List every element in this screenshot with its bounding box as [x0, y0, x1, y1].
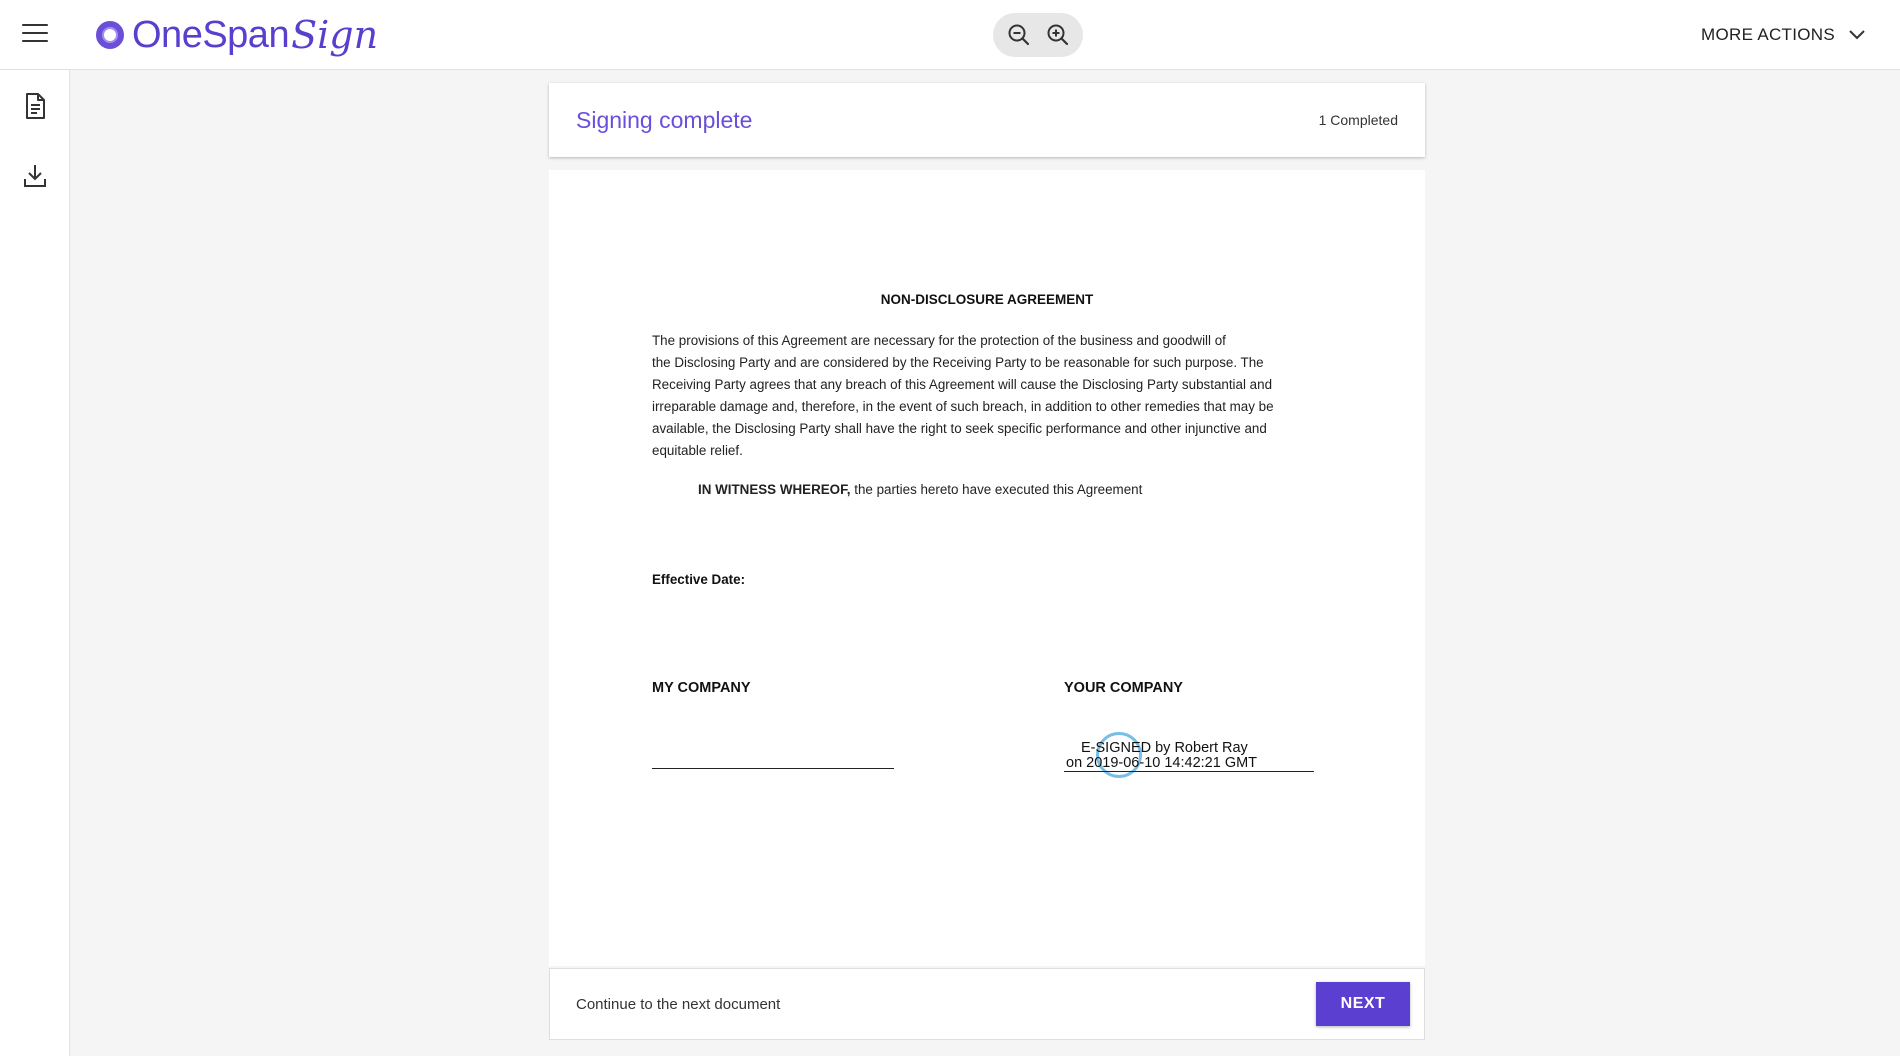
continue-text: Continue to the next document: [576, 995, 781, 1013]
chevron-down-icon: [1849, 30, 1865, 40]
paragraph-line: The provisions of this Agreement are necessary for the protection of the business and goodwill of: [652, 333, 1226, 348]
paragraph-line: available, the Disclosing Party shall have the right to seek specific performance and other injunctive and: [652, 421, 1267, 436]
paragraph-line: irreparable damage and, therefore, in the event of such breach, in addition to other remedies that may be: [652, 399, 1274, 414]
witness-clause: [698, 482, 1142, 497]
onespan-sign-logo: [96, 10, 378, 60]
paragraph-line: Receiving Party agrees that any breach of this Agreement will cause the Disclosing Party substantial and: [652, 377, 1273, 392]
signing-status-card: [549, 83, 1425, 157]
logo-text: OneSpan: [132, 13, 290, 56]
logo-mark-icon: [96, 21, 124, 49]
document-title: NON-DISCLOSURE AGREEMENT: [880, 292, 1094, 307]
zoom-out-icon[interactable]: [1004, 20, 1034, 50]
my-company-label: MY COMPANY: [652, 680, 751, 696]
signature-line-left: [652, 768, 894, 769]
next-button[interactable]: NEXT: [1316, 982, 1410, 1026]
your-company-label: YOUR COMPANY: [1064, 680, 1183, 696]
signature-line-right: [1064, 771, 1314, 772]
top-bar: [0, 0, 1900, 70]
status-title: Signing complete: [576, 106, 753, 133]
hamburger-menu-icon[interactable]: [22, 24, 48, 44]
effective-date-label: Effective Date:: [652, 572, 746, 587]
zoom-controls: [993, 13, 1083, 57]
esignature-line-2: on 2019-06-10 14:42:21 GMT: [1066, 755, 1258, 771]
completed-count: 1 Completed: [1318, 112, 1398, 128]
paragraph-line: the Disclosing Party and are considered by the Receiving Party to be reasonable for such purpose. The: [652, 355, 1264, 370]
witness-bold: IN WITNESS WHEREOF,: [698, 482, 851, 497]
paragraph-line: equitable relief.: [652, 443, 743, 458]
document-icon[interactable]: [21, 92, 49, 120]
more-actions-label: MORE ACTIONS: [1701, 25, 1835, 44]
next-document-bar: [549, 968, 1425, 1040]
document-page: [549, 170, 1425, 966]
download-icon[interactable]: [21, 162, 49, 190]
logo-script-text: Sign: [291, 13, 379, 57]
esignature-line-1: E-SIGNED by Robert Ray: [1081, 740, 1248, 756]
more-actions-button[interactable]: [1701, 22, 1865, 48]
witness-text: the parties hereto have executed this Agreement: [850, 482, 1143, 497]
zoom-in-icon[interactable]: [1043, 20, 1073, 50]
e-signature[interactable]: [1064, 738, 1314, 772]
left-rail: [0, 70, 70, 1056]
document-paragraph: [652, 330, 1317, 462]
